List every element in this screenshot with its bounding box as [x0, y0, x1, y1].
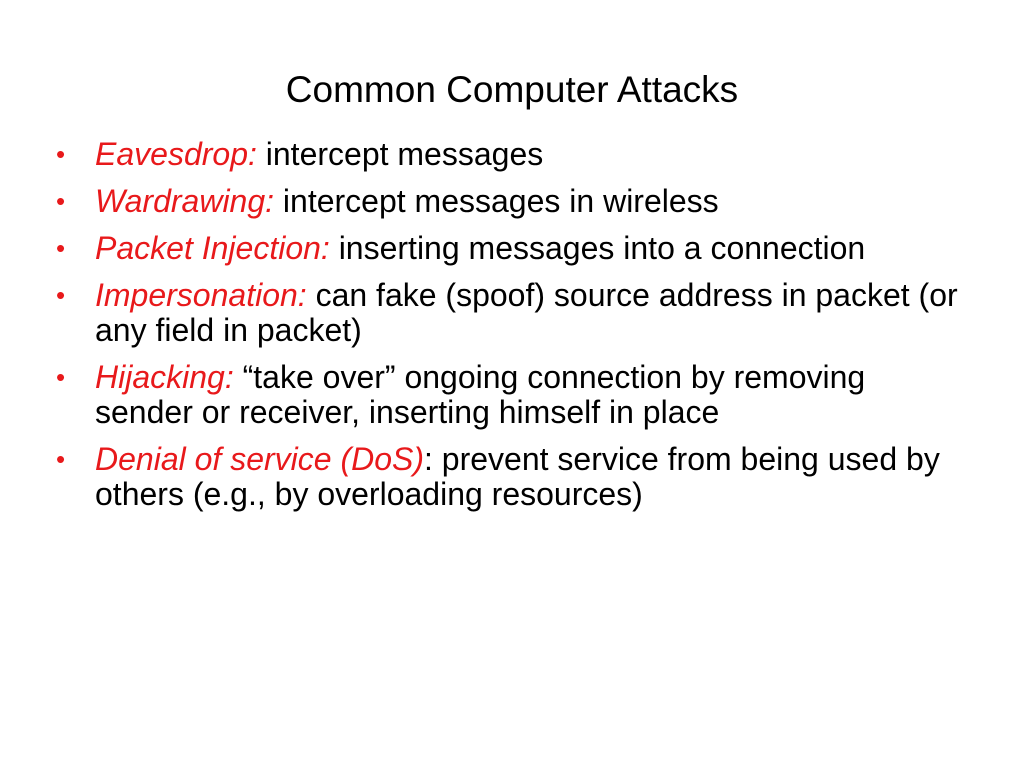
bullet-icon: •	[56, 233, 66, 263]
bullet-text: inserting messages into a connection	[338, 230, 866, 266]
bullet-item-denial-of-service	[56, 442, 968, 512]
slide-title: Common Computer Attacks	[285, 69, 739, 110]
bullet-separator: :	[424, 441, 442, 477]
bullet-text: intercept messages	[265, 136, 544, 172]
bullet-item-wardrawing	[56, 184, 968, 219]
bullet-separator	[234, 359, 243, 395]
bullet-icon: •	[56, 444, 66, 474]
bullet-term: Packet Injection:	[95, 230, 330, 266]
bullet-separator	[330, 230, 339, 266]
bullet-term: Impersonation:	[95, 277, 307, 313]
bullet-item-hijacking	[56, 360, 968, 430]
bullet-term: Eavesdrop:	[95, 136, 257, 172]
bullet-icon: •	[56, 139, 66, 169]
bullet-icon: •	[56, 280, 66, 310]
bullet-term: Hijacking:	[95, 359, 234, 395]
bullet-item-impersonation	[56, 278, 968, 348]
bullet-separator	[274, 183, 283, 219]
bullet-item-eavesdrop	[56, 137, 968, 172]
bullet-text: intercept messages in wireless	[282, 183, 719, 219]
bullet-text: can fake (spoof) source address in packet (or any field in packet)	[95, 277, 958, 348]
bullet-term: Wardrawing:	[95, 183, 275, 219]
bullet-item-packet-injection	[56, 231, 968, 266]
bullet-text: prevent service from being used by others (e.g., by overloading resources)	[95, 441, 940, 512]
bullet-separator	[257, 136, 266, 172]
bullet-text: “take over” ongoing connection by removing sender or receiver, inserting himself in place	[95, 359, 866, 430]
bullet-term: Denial of service (DoS)	[95, 441, 424, 477]
bullet-separator	[307, 277, 316, 313]
bullet-icon: •	[56, 362, 66, 392]
bullet-icon: •	[56, 186, 66, 216]
bullet-list	[56, 137, 968, 524]
